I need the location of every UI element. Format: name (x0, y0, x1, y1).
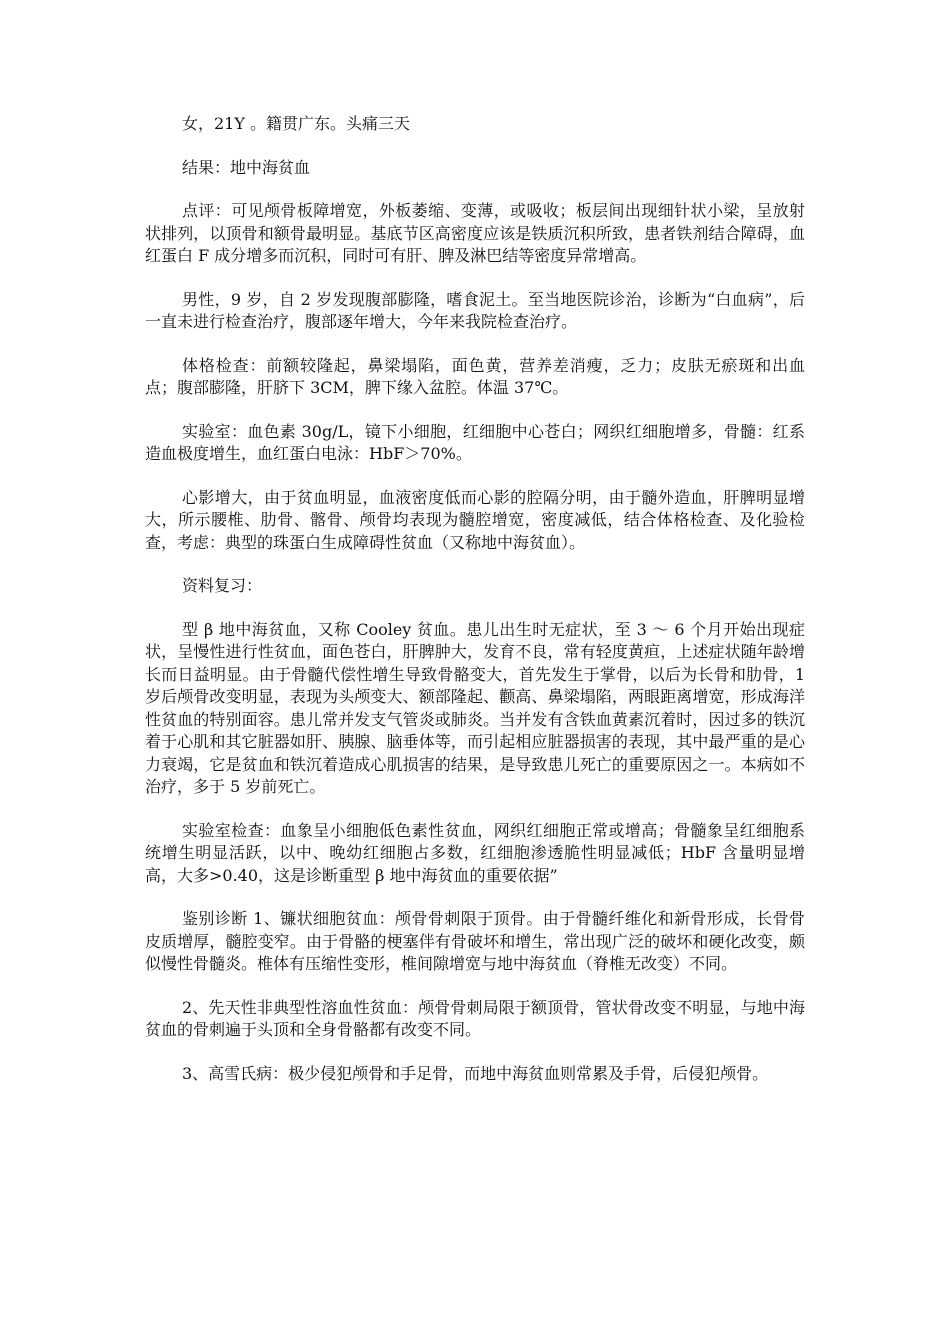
commentary-paragraph: 点评：可见颅骨板障增宽，外板萎缩、变薄，或吸收；板层间出现细针状小梁，呈放射状排列，以顶骨和额骨最明显。基底节区高密度应该是铁质沉积所致，患者铁剂结合障碍，血红蛋白 F 成分增多而沉积，同时可有肝、脾及淋巴结等密度异常增高。 (145, 201, 805, 265)
differential-paragraph-2: 2、先天性非典型性溶血性贫血：颅骨骨刺局限于额顶骨，管状骨改变不明显，与地中海贫血的骨刺遍于头顶和全身骨骼都有改变不同。 (145, 997, 805, 1039)
document-page (145, 113, 805, 1106)
case-history-paragraph: 男性，9 岁，自 2 岁发现腹部膨隆，嗜食泥土。至当地医院诊治，诊断为“白血病”，后一直未进行检查治疗，腹部逐年增大，今年来我院检查治疗。 (145, 289, 805, 331)
patient-summary: 女，21Y 。籍贯广东。头痛三天 (182, 114, 411, 133)
result-line: 结果：地中海贫血 (182, 157, 311, 177)
physical-exam-paragraph: 体格检查：前额较隆起，鼻梁塌陷，面色黄，营养差消瘦，乏力；皮肤无瘀斑和出血点；腹部膨隆，肝脐下 3CM，脾下缘入盆腔。体温 37℃。 (145, 355, 805, 397)
lab-review-paragraph: 实验室检查：血象呈小细胞低色素性贫血，网织红细胞正常或增高；骨髓象呈红细胞系统增生明显活跃，以中、晚幼红细胞占多数，红细胞渗透脆性明显减低；HbF 含量明显增高，大多>0.40，这是诊断重型 β 地中海贫血的重要依据” (145, 820, 805, 885)
lab-paragraph: 实验室：血色素 30g/L，镜下小细胞，红细胞中心苍白；网织红细胞增多，骨髓：红系造血极度增生，血红蛋白电泳：HbF＞70%。 (145, 421, 805, 463)
review-heading: 资料复习： (182, 576, 263, 595)
review-paragraph: 型 β 地中海贫血，又称 Cooley 贫血。患儿出生时无症状，至 3 ～ 6 个月开始出现症状，呈慢性进行性贫血，面色苍白，肝脾肿大，发育不良，常有轻度黄疸，上述症状随年龄增长而日益明显。由于骨髓代偿性增生导致骨骼变大，首先发生于掌骨，以后为长骨和肋骨，1 岁后颅骨改变明显，表现为头颅变大、额部隆起、颧高、鼻梁塌陷，两眼距离增宽，形成海洋性贫血的特别面容。患儿常并发支气管炎或肺炎。当并发有含铁血黄素沉着时，因过多的铁沉着于心肌和其它脏器如肝、胰腺、脑垂体等，而引起相应脏器损害的表现，其中最严重的是心力衰竭，它是贫血和铁沉着造成心肌损害的结果，是导致患儿死亡的重要原因之一。本病如不治疗，多于 5 岁前死亡。 (145, 619, 805, 796)
imaging-paragraph: 心影增大，由于贫血明显，血液密度低而心影的腔隔分明，由于髓外造血，肝脾明显增大，所示腰椎、肋骨、髂骨、颅骨均表现为髓腔增宽，密度减低，结合体格检查、及化验检查，考虑：典型的珠蛋白生成障碍性贫血（又称地中海贫血）。 (145, 487, 805, 552)
differential-paragraph-3: 3、高雪氏病：极少侵犯颅骨和手足骨，而地中海贫血则常累及手骨，后侵犯颅骨。 (182, 1063, 769, 1083)
differential-paragraph-1: 鉴别诊断 1、镰状细胞贫血：颅骨骨刺限于顶骨。由于骨髓纤维化和新骨形成，长骨骨皮质增厚，髓腔变窄。由于骨骼的梗塞伴有骨破坏和增生，常出现广泛的破坏和硬化改变，颇似慢性骨髓炎。椎体有压缩性变形，椎间隙增宽与地中海贫血（脊椎无改变）不同。 (145, 909, 805, 973)
